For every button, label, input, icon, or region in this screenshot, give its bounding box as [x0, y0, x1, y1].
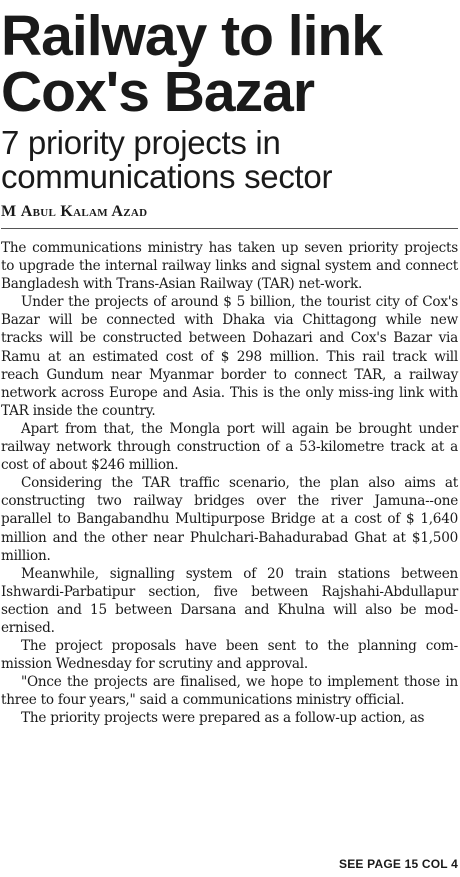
- continued-on-page-note: SEE PAGE 15 COL 4: [339, 857, 458, 871]
- body-paragraph-1: The communications ministry has taken up seven priority projects to upgrade the internal railway links and signal system and connect Bangladesh with Trans-Asian Railway (TAR) net-work.: [1, 240, 458, 293]
- subheadline-line-2: communications sector: [1, 158, 333, 195]
- byline-author-name: Abul Kalam Azad: [20, 203, 148, 220]
- body-paragraph-5: Meanwhile, signalling system of 20 train stations between Ishwardi-Parbatipur section, five between Rajshahi-Abdullapur section and 15 between Darsana and Khulna will also be mod-ernised.: [1, 565, 458, 636]
- body-paragraph-7: "Once the projects are finalised, we hope to implement those in three to four years," said a communications ministry official.: [1, 674, 458, 709]
- headline-line-2: Cox's Bazar: [1, 60, 315, 124]
- headline: [1, 0, 458, 124]
- body-paragraph-6: The project proposals have been sent to the planning com-mission Wednesday for scrutiny and approval.: [1, 638, 458, 673]
- subheadline-line-1: 7 priority projects in: [1, 124, 281, 161]
- body-paragraph-4: Considering the TAR traffic scenario, the plan also aims at constructing two railway bridges over the river Jamuna--one parallel to Bangabandhu Multipurpose Bridge at a cost of $ 1,640 million and the other near Phulchari-Bahadurabad Ghat at $1,500 million.: [1, 475, 458, 564]
- body-paragraph-2: Under the projects of around $ 5 billion, the tourist city of Cox's Bazar will be connected with Dhaka via Chittagong while new tracks will be constructed between Dohazari and Cox's Bazar via Ramu at an estimated cost of $ 298 million. This rail track will reach Gundum near Myanmar border to connect TAR, a railway network across Europe and Asia. This is the only miss-ing link with TAR inside the country.: [1, 294, 458, 419]
- byline-initial: M: [1, 203, 17, 220]
- article-body: [1, 229, 458, 728]
- headline-line-1: Railway to link: [1, 4, 382, 68]
- body-paragraph-3: Apart from that, the Mongla port will again be brought under railway network through construction of a 53-kilometre track at a cost of about $246 million.: [1, 420, 458, 474]
- body-paragraph-8: The priority projects were prepared as a follow-up action, as: [21, 710, 425, 727]
- byline: [1, 194, 458, 229]
- subheadline: [1, 120, 458, 194]
